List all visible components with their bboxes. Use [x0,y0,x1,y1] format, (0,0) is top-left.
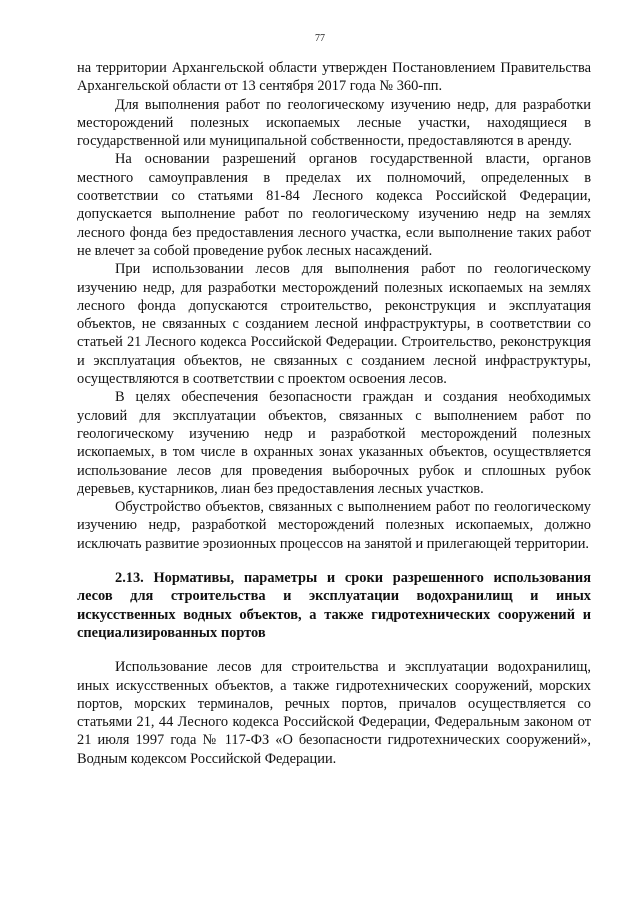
section-heading: 2.13. Нормативы, параметры и сроки разрешенного использования лесов для строительства и эксплуатации водохранилищ и иных искусственных водных объектов, а также гидротехнических сооружений и специализированных портов [77,570,591,641]
paragraph: Использование лесов для строительства и эксплуатации водохранилищ, иных искусственных объектов, а также гидротехнических сооружений, морских портов, морских терминалов, речных портов, причалов осуществляется со статьями 21, 44 Лесного кодекса Российской Федерации, Федеральным законом от 21 июля 1997 года № 117-ФЗ «О безопасности гидротехнических сооружений», Водным кодексом Российской Федерации. [77,659,591,767]
paragraph: Для выполнения работ по геологическому изучению недр, для разработки месторождений полезных ископаемых лесные участки, находящиеся в государственной или муниципальной собственности, предоставляются в аренду. [77,96,591,150]
document-body [77,59,591,768]
paragraph: На основании разрешений органов государственной власти, органов местного самоуправления в пределах их полномочий, определенных в соответствии со статьями 81-84 Лесного кодекса Российской Федерации, допускается выполнение работ по геологическому изучению недр на землях лесного фонда без предоставления лесного участка, если выполнение таких работ не влечет за собой проведение рубок лесных насаждений. [77,151,591,259]
paragraph: Обустройство объектов, связанных с выполнением работ по геологическому изучению недр, разработкой месторождений полезных ископаемых, должно исключать развитие эрозионных процессов на занятой и прилегающей территории. [77,499,591,552]
page-number: 77 [315,33,325,44]
paragraph-continuation: на территории Архангельской области утвержден Постановлением Правительства Архангельской области от 13 сентября 2017 года № 360-пп. [77,60,591,95]
paragraph: В целях обеспечения безопасности граждан и создания необходимых условий для эксплуатации объектов, связанных с выполнением работ по геологическому изучению недр и разработкой месторождений полезных ископаемых, в том числе в охранных зонах указанных объектов, осуществляется использование лесов для проведения выборочных рубок и сплошных рубок деревьев, кустарников, лиан без предоставления лесных участков. [77,389,591,497]
paragraph: При использовании лесов для выполнения работ по геологическому изучению недр, для разработки месторождений полезных ископаемых на землях лесного фонда допускаются строительство, реконструкция и эксплуатация объектов, не связанных с созданием лесной инфраструктуры, в соответствии со статьей 21 Лесного кодекса Российской Федерации. Строительство, реконструкция и эксплуатация объектов, не связанных с созданием лесной инфраструктуры, осуществляются в соответствии с проектом освоения лесов. [77,261,591,388]
